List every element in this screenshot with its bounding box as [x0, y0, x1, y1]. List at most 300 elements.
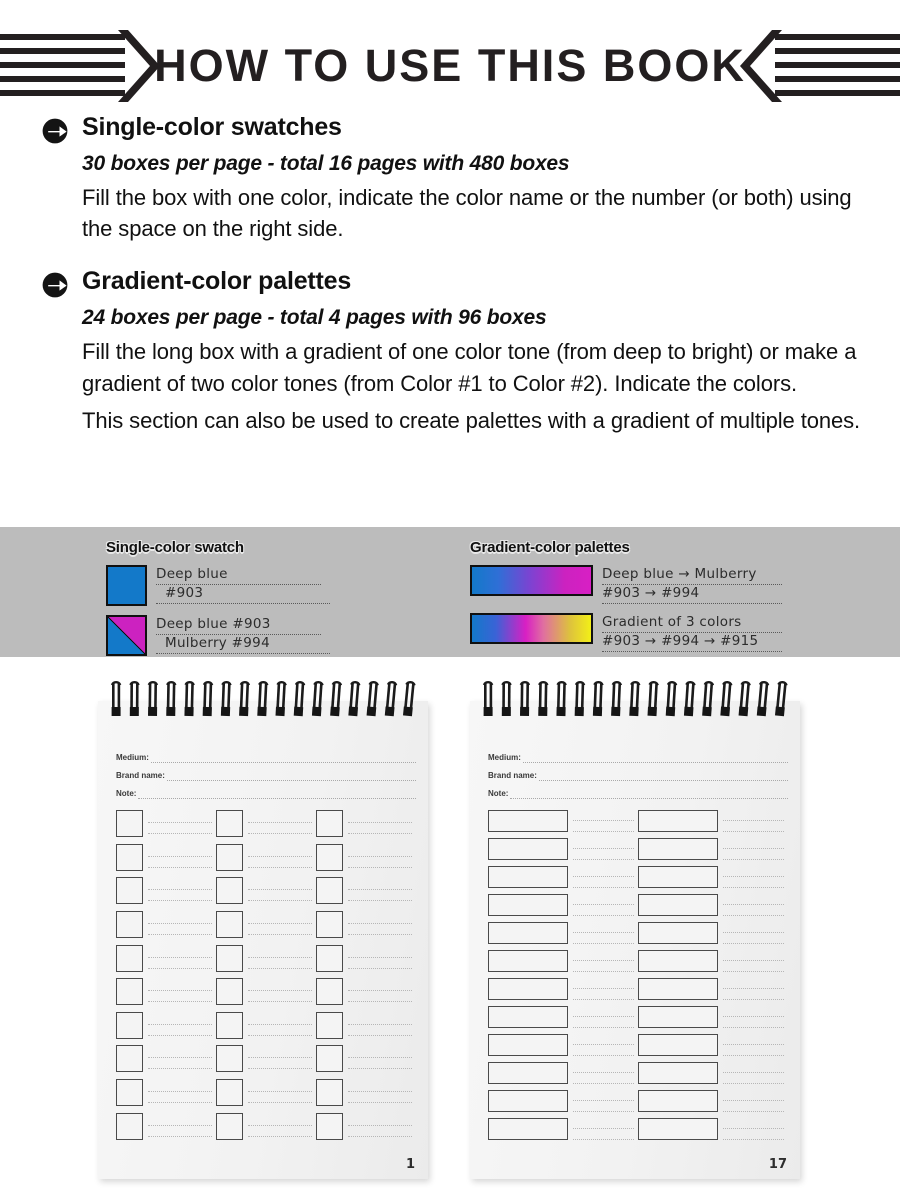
swatch-label-lines [348, 880, 412, 901]
swatch-write-line[interactable] [248, 948, 312, 958]
section-body [82, 336, 872, 436]
swatch-label-lines [348, 813, 412, 834]
swatch-cell [316, 945, 412, 972]
swatch-row [488, 1087, 788, 1115]
swatch-write-line[interactable] [348, 948, 412, 958]
swatch-box[interactable] [116, 978, 143, 1005]
swatch-box[interactable] [638, 810, 718, 832]
swatch-box[interactable] [638, 838, 718, 860]
swatch-write-line[interactable] [573, 1101, 634, 1112]
swatch-label-lines [573, 923, 634, 944]
swatch-write-line[interactable] [723, 1101, 784, 1112]
section-body-paragraph: Fill the long box with a gradient of one color tone (from deep to bright) or make a gradient of two color tones (from Color #1 to Color #2). Indicate the colors. [82, 339, 857, 396]
swatch-write-line[interactable] [573, 1063, 634, 1073]
swatch-label-lines [723, 895, 784, 916]
swatch-write-line[interactable] [723, 895, 784, 905]
swatch-box[interactable] [216, 1079, 243, 1106]
swatch-write-line[interactable] [723, 989, 784, 1000]
swatch-row [116, 975, 416, 1009]
swatch-cell [116, 978, 212, 1005]
example-label-lines [602, 565, 782, 604]
spiral-binding-icon [98, 679, 428, 725]
swatch-box[interactable] [316, 978, 343, 1005]
swatch-write-line[interactable] [573, 867, 634, 877]
swatch-box[interactable] [488, 922, 568, 944]
swatch-write-line[interactable] [348, 1058, 412, 1069]
swatch-cell [488, 894, 634, 916]
meta-write-line[interactable] [510, 789, 788, 799]
swatch-write-line[interactable] [723, 905, 784, 916]
swatch-write-line[interactable] [348, 1092, 412, 1103]
swatch-write-line[interactable] [348, 857, 412, 868]
swatch-write-line[interactable] [148, 847, 212, 857]
swatch-write-line[interactable] [348, 914, 412, 924]
swatch-box[interactable] [316, 945, 343, 972]
swatch-write-line[interactable] [248, 857, 312, 868]
swatch-box[interactable] [316, 1012, 343, 1039]
swatch-row [488, 1059, 788, 1087]
swatch-label-lines [573, 1035, 634, 1056]
swatch-label-lines [573, 951, 634, 972]
meta-field-brand-name [116, 771, 416, 781]
swatch-cell [216, 810, 312, 837]
swatch-label-lines [348, 914, 412, 935]
swatch-write-line[interactable] [348, 1126, 412, 1137]
swatch-write-line[interactable] [723, 1063, 784, 1073]
swatch-write-line[interactable] [723, 877, 784, 888]
swatch-cell [216, 945, 312, 972]
diagonal-split-color-chip [106, 615, 147, 656]
example-panel [0, 527, 900, 657]
swatch-label-lines [148, 880, 212, 901]
swatch-write-line[interactable] [573, 877, 634, 888]
swatch-box[interactable] [216, 877, 243, 904]
swatch-write-line[interactable] [248, 823, 312, 834]
swatch-box[interactable] [116, 810, 143, 837]
swatch-write-line[interactable] [348, 813, 412, 823]
swatch-write-line[interactable] [723, 951, 784, 961]
swatch-write-line[interactable] [723, 961, 784, 972]
swatch-box[interactable] [638, 1090, 718, 1112]
swatch-write-line[interactable] [573, 1035, 634, 1045]
swatch-cell [488, 1034, 634, 1056]
swatch-box[interactable] [316, 1079, 343, 1106]
example-heading-single: Single-color swatch [106, 539, 244, 556]
striped-arrow-right-icon [0, 30, 160, 102]
example-label-lines [156, 565, 330, 604]
swatch-cell [638, 1062, 784, 1084]
swatch-cell [638, 894, 784, 916]
swatch-cell [316, 911, 412, 938]
swatch-box[interactable] [116, 844, 143, 871]
example-heading-gradient: Gradient-color palettes [470, 539, 630, 556]
example-label-line-2: Mulberry #994 [156, 635, 330, 654]
swatch-label-lines [723, 1035, 784, 1056]
swatch-write-line[interactable] [723, 1007, 784, 1017]
swatch-write-line[interactable] [348, 924, 412, 935]
swatch-cell [488, 1062, 634, 1084]
swatch-write-line[interactable] [348, 1048, 412, 1058]
swatch-write-line[interactable] [248, 914, 312, 924]
swatch-cell [216, 844, 312, 871]
swatch-box[interactable] [216, 844, 243, 871]
swatch-row [488, 1115, 788, 1143]
swatch-cell [216, 1079, 312, 1106]
swatch-box[interactable] [488, 1006, 568, 1028]
swatch-write-line[interactable] [148, 857, 212, 868]
swatch-write-line[interactable] [573, 933, 634, 944]
meta-write-line[interactable] [523, 753, 788, 763]
swatch-write-line[interactable] [348, 1025, 412, 1036]
meta-field-note [116, 789, 416, 799]
swatch-box[interactable] [488, 838, 568, 860]
example-label-line-1: Deep blue → Mulberry [602, 566, 782, 585]
swatch-label-lines [573, 1063, 634, 1084]
swatch-write-line[interactable] [573, 1007, 634, 1017]
swatch-box[interactable] [116, 877, 143, 904]
swatch-write-line[interactable] [248, 890, 312, 901]
swatch-write-line[interactable] [573, 1045, 634, 1056]
swatch-write-line[interactable] [723, 1091, 784, 1101]
example-label-line-1: Deep blue [156, 566, 321, 585]
swatch-box[interactable] [488, 866, 568, 888]
swatch-box[interactable] [638, 894, 718, 916]
swatch-box[interactable] [216, 1012, 243, 1039]
swatch-write-line[interactable] [723, 839, 784, 849]
swatch-box[interactable] [638, 950, 718, 972]
swatch-write-line[interactable] [348, 1082, 412, 1092]
swatch-label-lines [148, 1116, 212, 1137]
meta-label: Medium: [116, 753, 149, 762]
swatch-label-lines [248, 981, 312, 1002]
swatch-label-lines [248, 847, 312, 868]
swatch-write-line[interactable] [723, 821, 784, 832]
swatch-write-line[interactable] [248, 1116, 312, 1126]
swatch-cell [638, 1118, 784, 1140]
swatch-box[interactable] [488, 894, 568, 916]
swatch-write-line[interactable] [148, 958, 212, 969]
swatch-row [488, 863, 788, 891]
swatch-write-line[interactable] [248, 981, 312, 991]
swatch-box[interactable] [638, 1118, 718, 1140]
swatch-write-line[interactable] [148, 1092, 212, 1103]
example-row-split [106, 615, 330, 656]
swatch-box[interactable] [638, 978, 718, 1000]
notebook-page [98, 701, 428, 1179]
meta-write-line[interactable] [138, 789, 416, 799]
swatch-write-line[interactable] [148, 880, 212, 890]
swatch-write-line[interactable] [348, 981, 412, 991]
section-title: Single-color swatches [82, 113, 342, 141]
swatch-label-lines [348, 1082, 412, 1103]
swatch-box[interactable] [488, 1118, 568, 1140]
swatch-row [488, 891, 788, 919]
swatch-label-lines [148, 981, 212, 1002]
section-gradient-color-palettes [0, 266, 900, 436]
gradient-bar-chip [470, 565, 593, 596]
swatch-box[interactable] [316, 1113, 343, 1140]
swatch-box[interactable] [216, 978, 243, 1005]
swatch-row [116, 841, 416, 875]
swatch-write-line[interactable] [348, 847, 412, 857]
swatch-write-line[interactable] [573, 821, 634, 832]
swatch-write-line[interactable] [148, 813, 212, 823]
swatch-label-lines [348, 847, 412, 868]
meta-write-line[interactable] [151, 753, 416, 763]
swatch-box[interactable] [116, 1079, 143, 1106]
swatch-write-line[interactable] [148, 981, 212, 991]
swatch-write-line[interactable] [348, 1116, 412, 1126]
swatch-label-lines [348, 1116, 412, 1137]
swatch-write-line[interactable] [348, 958, 412, 969]
swatch-box[interactable] [316, 911, 343, 938]
example-label-line-2: #903 [156, 585, 330, 604]
swatch-write-line[interactable] [248, 1025, 312, 1036]
swatch-cell [216, 1012, 312, 1039]
swatch-write-line[interactable] [573, 989, 634, 1000]
swatch-cell [638, 922, 784, 944]
example-group-single-color [106, 539, 330, 665]
swatch-label-lines [248, 1015, 312, 1036]
swatch-box[interactable] [116, 1012, 143, 1039]
swatch-write-line[interactable] [348, 823, 412, 834]
swatch-cell [638, 1034, 784, 1056]
swatch-label-lines [348, 948, 412, 969]
swatch-write-line[interactable] [348, 1015, 412, 1025]
example-label-line-1: Deep blue #903 [156, 616, 321, 635]
swatch-box[interactable] [116, 1113, 143, 1140]
swatch-write-line[interactable] [148, 1082, 212, 1092]
swatch-box[interactable] [316, 1045, 343, 1072]
section-subtitle: 24 boxes per page - total 4 pages with 96 boxes [82, 306, 547, 330]
swatch-write-line[interactable] [248, 847, 312, 857]
meta-field-brand-name [488, 771, 788, 781]
swatch-label-lines [573, 1119, 634, 1140]
swatch-cell [488, 1090, 634, 1112]
swatch-cell [316, 1045, 412, 1072]
swatch-box[interactable] [488, 978, 568, 1000]
swatch-write-line[interactable] [573, 1091, 634, 1101]
swatch-label-lines [573, 839, 634, 860]
swatch-write-line[interactable] [723, 1035, 784, 1045]
swatch-write-line[interactable] [148, 1058, 212, 1069]
swatch-write-line[interactable] [148, 914, 212, 924]
swatch-box[interactable] [216, 1113, 243, 1140]
swatch-cell [316, 877, 412, 904]
swatch-cell [116, 877, 212, 904]
section-body-paragraph: Fill the box with one color, indicate the color name or the number (or both) using the space on the right side. [82, 185, 852, 242]
swatch-row [116, 1109, 416, 1143]
example-row-gradient-3 [470, 613, 782, 652]
swatch-label-lines [723, 867, 784, 888]
notebook-previews [0, 657, 900, 1200]
swatch-write-line[interactable] [573, 1017, 634, 1028]
swatch-write-line[interactable] [248, 1048, 312, 1058]
meta-write-line[interactable] [539, 771, 788, 781]
swatch-box[interactable] [216, 945, 243, 972]
swatch-cell [316, 810, 412, 837]
swatch-box[interactable] [116, 1045, 143, 1072]
swatch-write-line[interactable] [573, 839, 634, 849]
swatch-write-line[interactable] [723, 1073, 784, 1084]
swatch-label-lines [723, 979, 784, 1000]
swatch-label-lines [248, 1116, 312, 1137]
example-label-line-1: Gradient of 3 colors [602, 614, 782, 633]
swatch-box[interactable] [216, 810, 243, 837]
arrow-bullet-icon [42, 118, 68, 144]
swatch-write-line[interactable] [248, 1082, 312, 1092]
swatch-write-line[interactable] [248, 1092, 312, 1103]
swatch-write-line[interactable] [148, 948, 212, 958]
example-label-line-2: #903 → #994 [602, 585, 782, 604]
swatch-cell [316, 1012, 412, 1039]
meta-field-medium [116, 753, 416, 763]
swatch-write-line[interactable] [723, 1017, 784, 1028]
swatch-write-line[interactable] [148, 924, 212, 935]
swatch-label-lines [148, 1015, 212, 1036]
swatch-write-line[interactable] [573, 979, 634, 989]
swatch-write-line[interactable] [248, 813, 312, 823]
swatch-box[interactable] [316, 810, 343, 837]
swatch-box[interactable] [638, 922, 718, 944]
swatch-write-line[interactable] [248, 991, 312, 1002]
swatch-write-line[interactable] [723, 811, 784, 821]
swatch-label-lines [723, 923, 784, 944]
swatch-write-line[interactable] [348, 890, 412, 901]
swatch-write-line[interactable] [723, 1129, 784, 1140]
swatch-write-line[interactable] [723, 849, 784, 860]
swatch-write-line[interactable] [148, 1126, 212, 1137]
swatch-write-line[interactable] [573, 951, 634, 961]
swatch-write-line[interactable] [573, 1073, 634, 1084]
swatch-label-lines [148, 847, 212, 868]
swatch-cell [638, 810, 784, 832]
swatch-write-line[interactable] [573, 961, 634, 972]
swatch-box[interactable] [488, 950, 568, 972]
swatch-write-line[interactable] [248, 1126, 312, 1137]
swatch-cell [638, 978, 784, 1000]
swatch-write-line[interactable] [723, 923, 784, 933]
gradient-bar-3-chip [470, 613, 593, 644]
swatch-row [116, 908, 416, 942]
swatch-row [488, 919, 788, 947]
swatch-label-lines [248, 813, 312, 834]
swatch-box[interactable] [638, 1006, 718, 1028]
swatch-box[interactable] [488, 1090, 568, 1112]
swatch-write-line[interactable] [723, 1045, 784, 1056]
meta-field-medium [488, 753, 788, 763]
swatch-write-line[interactable] [248, 924, 312, 935]
swatch-cell [116, 1079, 212, 1106]
swatch-write-line[interactable] [148, 890, 212, 901]
swatch-write-line[interactable] [723, 1119, 784, 1129]
swatch-cell [488, 866, 634, 888]
section-body-paragraph-2: This section can also be used to create palettes with a gradient of multiple tones. [82, 407, 861, 433]
swatch-box[interactable] [316, 877, 343, 904]
page-number: 17 [768, 1157, 787, 1172]
meta-write-line[interactable] [167, 771, 416, 781]
swatch-cell [488, 922, 634, 944]
swatch-write-line[interactable] [148, 1015, 212, 1025]
swatch-write-line[interactable] [248, 1058, 312, 1069]
swatch-write-line[interactable] [573, 895, 634, 905]
swatch-cell [316, 844, 412, 871]
swatch-write-line[interactable] [723, 867, 784, 877]
swatch-cell [116, 911, 212, 938]
swatch-label-lines [148, 1082, 212, 1103]
swatch-label-lines [348, 981, 412, 1002]
swatch-write-line[interactable] [723, 933, 784, 944]
swatch-box[interactable] [488, 1062, 568, 1084]
swatch-write-line[interactable] [248, 880, 312, 890]
swatch-write-line[interactable] [248, 958, 312, 969]
swatch-write-line[interactable] [348, 991, 412, 1002]
swatch-write-line[interactable] [148, 1025, 212, 1036]
swatch-write-line[interactable] [573, 1129, 634, 1140]
swatch-box[interactable] [216, 911, 243, 938]
swatch-write-line[interactable] [573, 905, 634, 916]
swatch-label-lines [723, 951, 784, 972]
swatch-cell [638, 950, 784, 972]
swatch-write-line[interactable] [248, 1015, 312, 1025]
swatch-label-lines [723, 839, 784, 860]
swatch-box[interactable] [488, 810, 568, 832]
swatch-write-line[interactable] [148, 1116, 212, 1126]
swatch-cell [488, 978, 634, 1000]
swatch-write-line[interactable] [573, 923, 634, 933]
swatch-write-line[interactable] [148, 1048, 212, 1058]
meta-label: Medium: [488, 753, 521, 762]
swatch-write-line[interactable] [573, 811, 634, 821]
swatch-write-line[interactable] [573, 1119, 634, 1129]
swatch-cell [488, 838, 634, 860]
swatch-box[interactable] [116, 911, 143, 938]
swatch-box[interactable] [638, 866, 718, 888]
swatch-cell [316, 978, 412, 1005]
page-title: HOW TO USE THIS BOOK [154, 40, 746, 91]
example-label-lines [602, 613, 782, 652]
section-single-color-swatches [0, 112, 900, 244]
swatch-cell [488, 1118, 634, 1140]
swatch-box[interactable] [116, 945, 143, 972]
swatch-label-lines [723, 1007, 784, 1028]
swatch-write-line[interactable] [348, 880, 412, 890]
swatch-box[interactable] [216, 1045, 243, 1072]
swatch-label-lines [248, 1048, 312, 1069]
swatch-cell [316, 1079, 412, 1106]
swatch-row [116, 874, 416, 908]
swatch-row [488, 1031, 788, 1059]
swatch-cell [216, 1113, 312, 1140]
page-content [488, 753, 788, 1143]
swatch-cell [638, 866, 784, 888]
swatch-cell [116, 844, 212, 871]
swatch-write-line[interactable] [148, 823, 212, 834]
swatch-cell [116, 810, 212, 837]
swatch-write-line[interactable] [723, 979, 784, 989]
swatch-box[interactable] [638, 1034, 718, 1056]
swatch-write-line[interactable] [148, 991, 212, 1002]
swatch-label-lines [573, 1091, 634, 1112]
swatch-label-lines [723, 811, 784, 832]
swatch-cell [216, 1045, 312, 1072]
swatch-cell [116, 945, 212, 972]
swatch-write-line[interactable] [573, 849, 634, 860]
swatch-box[interactable] [316, 844, 343, 871]
swatch-row [488, 1003, 788, 1031]
swatch-box[interactable] [638, 1062, 718, 1084]
swatch-box[interactable] [488, 1034, 568, 1056]
